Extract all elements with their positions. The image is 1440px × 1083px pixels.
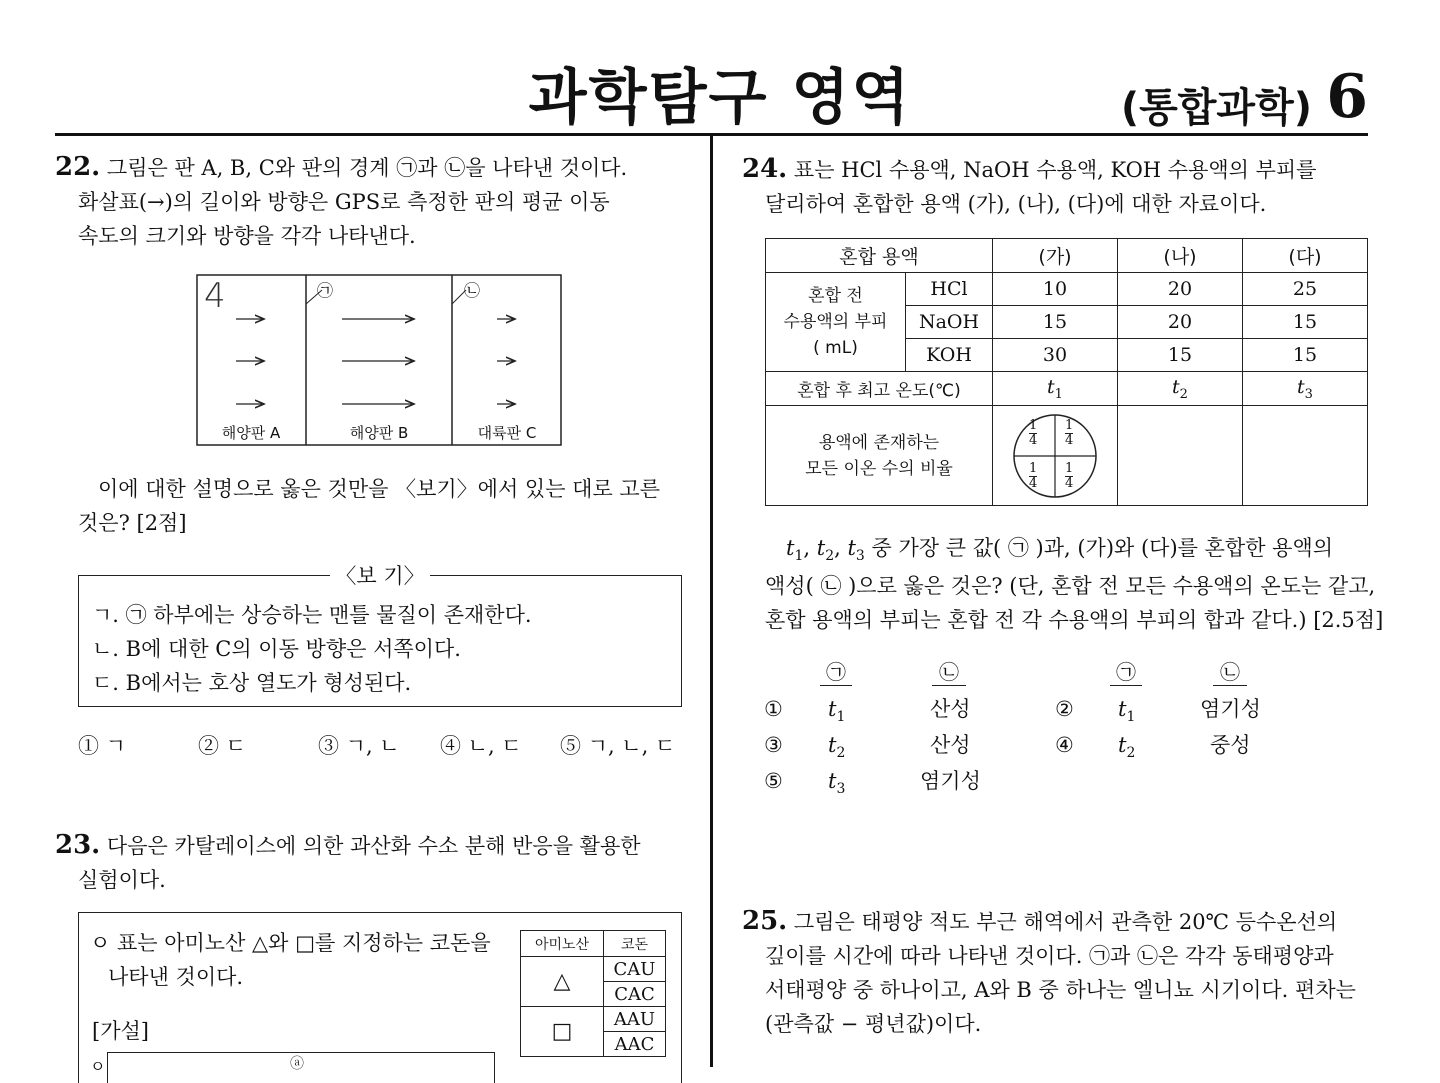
temp-symbol: t [1172,375,1180,398]
ion-ratio-label-line: 모든 이온 수의 비율 [805,458,953,479]
question-22 [55,150,682,253]
question-text: 속도의 크기와 방향을 각각 나타낸다. [78,224,416,248]
page-number: 6 [1326,62,1368,132]
experiment-text: 나타낸 것이다. [108,965,244,989]
question-text: 표는 HCl 수용액, NaOH 수용액, KOH 수용액의 부피를 [793,158,1317,182]
table-cell: 15 [993,306,1118,339]
codon: CAU [604,957,666,982]
codon-table-header: 아미노산 [521,931,604,957]
answer-property: 염기성 [920,769,981,793]
solute-name: HCl [906,273,993,306]
table-cell [1243,406,1368,506]
plate-label-a: 해양판 A [221,424,281,442]
answer-choice-3[interactable]: ③ ㄱ, ㄴ [318,734,400,758]
table-cell [1118,406,1243,506]
answer-choice-3[interactable]: ③ [764,733,783,757]
bogi-item: ㄱ. ㉠ 하부에는 상승하는 맨틀 물질이 존재한다. [92,603,532,627]
table-cell [1243,372,1368,406]
table-header: 혼합 용액 [766,239,993,273]
temp-sub: 3 [1304,386,1313,402]
hypothesis-bullet: ㅇ [90,1057,106,1076]
solution-table [765,238,1368,506]
temp-symbol: t [1047,375,1055,398]
boundary-mark-2: ㉡ [464,281,481,300]
pre-mix-label-line: ( mL) [813,338,858,358]
answer-temp: $t_1$ [1118,697,1136,726]
max-temp-label: 혼합 후 최고 온도(℃) [766,372,993,406]
answer-choice-4[interactable]: ④ ㄴ, ㄷ [440,734,522,758]
plate-label-c: 대륙판 C [477,424,537,442]
temp-symbol: t [1297,375,1305,398]
temp-sub: 1 [1054,386,1063,402]
table-cell: 20 [1118,306,1243,339]
bogi-title: 〈보 기〉 [330,560,430,590]
question-text: 화살표(→)의 길이와 방향은 GPS로 측정한 판의 평균 이동 [78,190,610,214]
table-cell: 30 [993,339,1118,372]
answer-choice-2[interactable]: ② [1055,697,1074,721]
answer-property: 중성 [1210,733,1251,757]
answer-temp: $t_3$ [828,769,846,798]
question-number: 25. [742,906,788,936]
answer-choice-5[interactable]: ⑤ ㄱ, ㄴ, ㄷ [560,734,676,758]
answer-choice-5[interactable]: ⑤ [764,769,783,793]
ion-ratio-label-line: 용액에 존재하는 [818,432,940,453]
question-ask: 액성( ㉡ )으로 옳은 것은? (단, 혼합 전 모든 수용액의 온도는 같고, [765,574,1376,598]
table-cell: 15 [1243,339,1368,372]
question-text: 그림은 판 A, B, C와 판의 경계 ㉠과 ㉡을 나타낸 것이다. [106,156,628,180]
ion-ratio-label [766,406,993,506]
question-text: 달리하여 혼합한 용액 (가), (나), (다)에 대한 자료이다. [765,192,1267,216]
table-header: (가) [993,239,1118,273]
amino-acid-triangle: △ [521,957,604,1007]
amino-acid-square: □ [521,1007,604,1057]
pre-mix-label-line: 혼합 전 [808,286,863,306]
answer-choice-2[interactable]: ② ㄷ [198,734,246,758]
question-ask: 것은? [2점] [78,511,187,535]
column-divider [710,136,713,1067]
hypothesis-mark: ⓐ [290,1056,304,1072]
pie-fraction: 1 4 [1065,417,1074,448]
table-cell: 10 [993,273,1118,306]
answer-choice-1[interactable]: ① ㄱ [78,734,126,758]
pie-fraction: 1 4 [1029,417,1038,448]
question-text: 다음은 카탈레이스에 의한 과산화 수소 분해 반응을 활용한 [106,834,641,858]
question-number: 24. [742,154,788,184]
codon: AAC [604,1032,666,1057]
plate-figure [196,274,562,446]
answer-col-header: ㉠ [1110,656,1142,686]
solute-name: KOH [906,339,993,372]
bogi-item: ㄷ. B에서는 호상 열도가 형성된다. [92,671,412,695]
codon-table [520,930,666,1057]
question-ask: 혼합 용액의 부피는 혼합 전 각 수용액의 부피의 합과 같다.) [2.5점] [765,608,1384,632]
question-ask: $t_1$, $t_2$, $t_3$ 중 가장 큰 값( ㉠ )과, (가)와 (다)를 혼합한 용액의 [786,536,1334,565]
table-cell [993,372,1118,406]
table-cell: 25 [1243,273,1368,306]
subject-label: (통합과학) [1120,85,1312,131]
question-23 [55,828,682,897]
ion-ratio-pie-cell [993,406,1118,506]
pre-mix-label-line: 수용액의 부피 [783,312,888,332]
codon: AAU [604,1007,666,1032]
table-cell: 15 [1243,306,1368,339]
table-header: (나) [1118,239,1243,273]
answer-temp: $t_1$ [828,697,846,726]
ion-ratio-pie [1012,413,1098,499]
answer-col-header: ㉡ [1213,656,1247,686]
solute-name: NaOH [906,306,993,339]
plate-figure-svg [196,274,562,446]
table-cell: 15 [1118,339,1243,372]
codon-table-header: 코돈 [604,931,666,957]
question-text: 실험이다. [78,868,166,892]
question-text: 그림은 태평양 적도 부근 해역에서 관측한 20℃ 등수온선의 [793,910,1338,934]
answer-temp: $t_2$ [1118,733,1136,762]
table-cell [1118,372,1243,406]
temp-sub: 2 [1179,386,1188,402]
question-text: (관측값 − 평년값)이다. [765,1012,982,1036]
answer-temp: $t_2$ [828,733,846,762]
answer-property: 염기성 [1200,697,1261,721]
answer-property: 산성 [930,733,971,757]
answer-property: 산성 [930,697,971,721]
table-cell: 20 [1118,273,1243,306]
question-24 [742,152,1368,221]
question-text: 서태평양 중 하나이고, A와 B 중 하나는 엘니뇨 시기이다. 편차는 [765,978,1356,1002]
answer-col-header: ㉡ [932,656,966,686]
table-header: (다) [1243,239,1368,273]
experiment-text: ㅇ 표는 아미노산 △와 □를 지정하는 코돈을 [90,931,491,955]
bogi-item: ㄴ. B에 대한 C의 이동 방향은 서쪽이다. [92,637,461,661]
answer-choice-1[interactable]: ① [764,697,783,721]
boundary-mark-1: ㉠ [317,281,334,300]
codon: CAC [604,982,666,1007]
page-title: 과학탐구 영역 [528,63,912,133]
question-text: 깊이를 시간에 따라 나타낸 것이다. ㉠과 ㉡은 각각 동태평양과 [765,944,1334,968]
plate-label-b: 해양판 B [349,424,409,442]
answer-col-header: ㉠ [820,656,852,686]
question-25 [742,904,1368,1041]
answer-choice-4[interactable]: ④ [1055,733,1074,757]
question-number: 22. [55,152,101,182]
hypothesis-label: [가설] [92,1019,149,1043]
pie-fraction: 1 4 [1029,460,1038,491]
question-ask: 이에 대한 설명으로 옳은 것만을 〈보기〉에서 있는 대로 고른 [98,477,660,501]
pre-mix-label [766,273,906,372]
handwritten-mark: 4 [204,276,226,316]
pie-fraction: 1 4 [1065,460,1074,491]
question-number: 23. [55,830,101,860]
